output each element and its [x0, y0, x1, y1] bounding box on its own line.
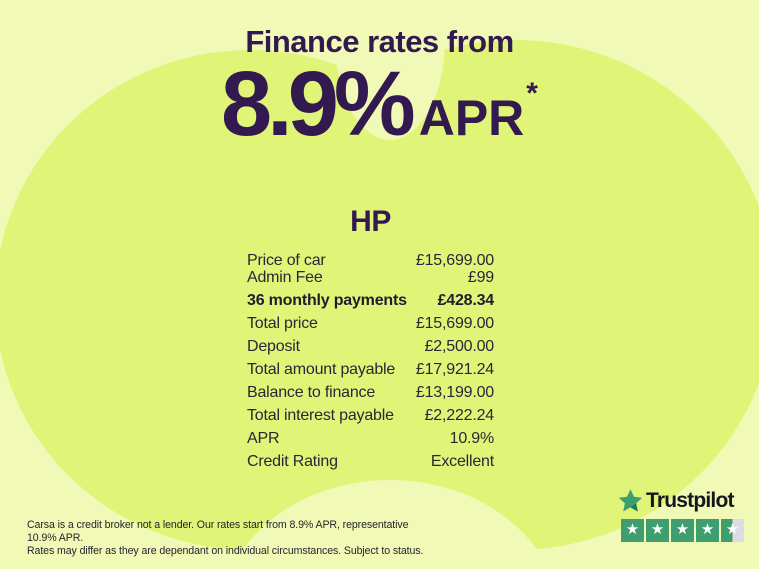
- banner-title: Finance rates from: [245, 24, 514, 59]
- finance-row-label: Credit Rating: [247, 453, 338, 470]
- disclaimer-line-1: Carsa is a credit broker not a lender. Our rates start from 8.9% APR, representative 10.9% APR.: [27, 519, 409, 544]
- finance-row-label: Total price: [247, 315, 318, 332]
- finance-row-value: £13,199.00: [415, 384, 494, 401]
- disclaimer-text: [27, 519, 427, 558]
- star-icon: ★: [625, 520, 640, 538]
- finance-row: [247, 315, 494, 332]
- rate-value: 8.9%: [221, 53, 411, 155]
- star-icon: ★: [725, 520, 740, 538]
- finance-row-value: 10.9%: [449, 430, 494, 447]
- finance-row: [247, 430, 494, 447]
- trustpilot-star-box: [621, 519, 644, 542]
- finance-row: [247, 384, 494, 401]
- rate-line: [0, 52, 759, 158]
- trustpilot-star-icon: [618, 488, 643, 513]
- trustpilot-star-box: [646, 519, 669, 542]
- finance-row-label: Balance to finance: [247, 384, 376, 401]
- trustpilot-star-box: [671, 519, 694, 542]
- finance-row-label: Total interest payable: [247, 407, 394, 424]
- finance-table: [247, 252, 494, 470]
- rate-asterisk: *: [526, 77, 538, 110]
- star-icon: ★: [675, 520, 690, 538]
- finance-row-value: £17,921.24: [415, 361, 494, 378]
- finance-row-value: £15,699.00: [415, 315, 494, 332]
- finance-row: [247, 453, 494, 470]
- finance-row-value: £15,699.00: [415, 252, 494, 269]
- trustpilot-brand-text: Trustpilot: [646, 488, 734, 512]
- finance-row-value: £428.34: [437, 292, 494, 309]
- star-icon: ★: [650, 520, 665, 538]
- finance-row-value: £2,500.00: [424, 338, 494, 355]
- finance-row: [247, 269, 494, 286]
- finance-row: [247, 338, 494, 355]
- trustpilot-star-box: [721, 519, 744, 542]
- finance-row-label: Admin Fee: [247, 269, 323, 286]
- plan-title: HP: [350, 205, 391, 238]
- finance-row-value: £99: [467, 269, 494, 286]
- star-icon: ★: [700, 520, 715, 538]
- finance-row-label: Price of car: [247, 252, 326, 269]
- finance-row: [247, 252, 494, 269]
- trustpilot-logo: [618, 488, 748, 513]
- finance-row-label: Deposit: [247, 338, 300, 355]
- finance-row: [247, 407, 494, 424]
- finance-row: [247, 361, 494, 378]
- trustpilot-star-rating: [621, 519, 748, 542]
- disclaimer-line-2: Rates may differ as they are dependant on individual circumstances. Subject to status.: [27, 545, 424, 557]
- finance-row-label: APR: [247, 430, 280, 447]
- rate-unit: APR: [418, 90, 525, 146]
- trustpilot-star-box: [696, 519, 719, 542]
- finance-row: [247, 292, 494, 309]
- finance-row-value: £2,222.24: [424, 407, 494, 424]
- trustpilot-widget: [618, 488, 748, 542]
- finance-row-label: Total amount payable: [247, 361, 396, 378]
- finance-row-label: 36 monthly payments: [247, 292, 407, 309]
- finance-row-value: Excellent: [430, 453, 494, 470]
